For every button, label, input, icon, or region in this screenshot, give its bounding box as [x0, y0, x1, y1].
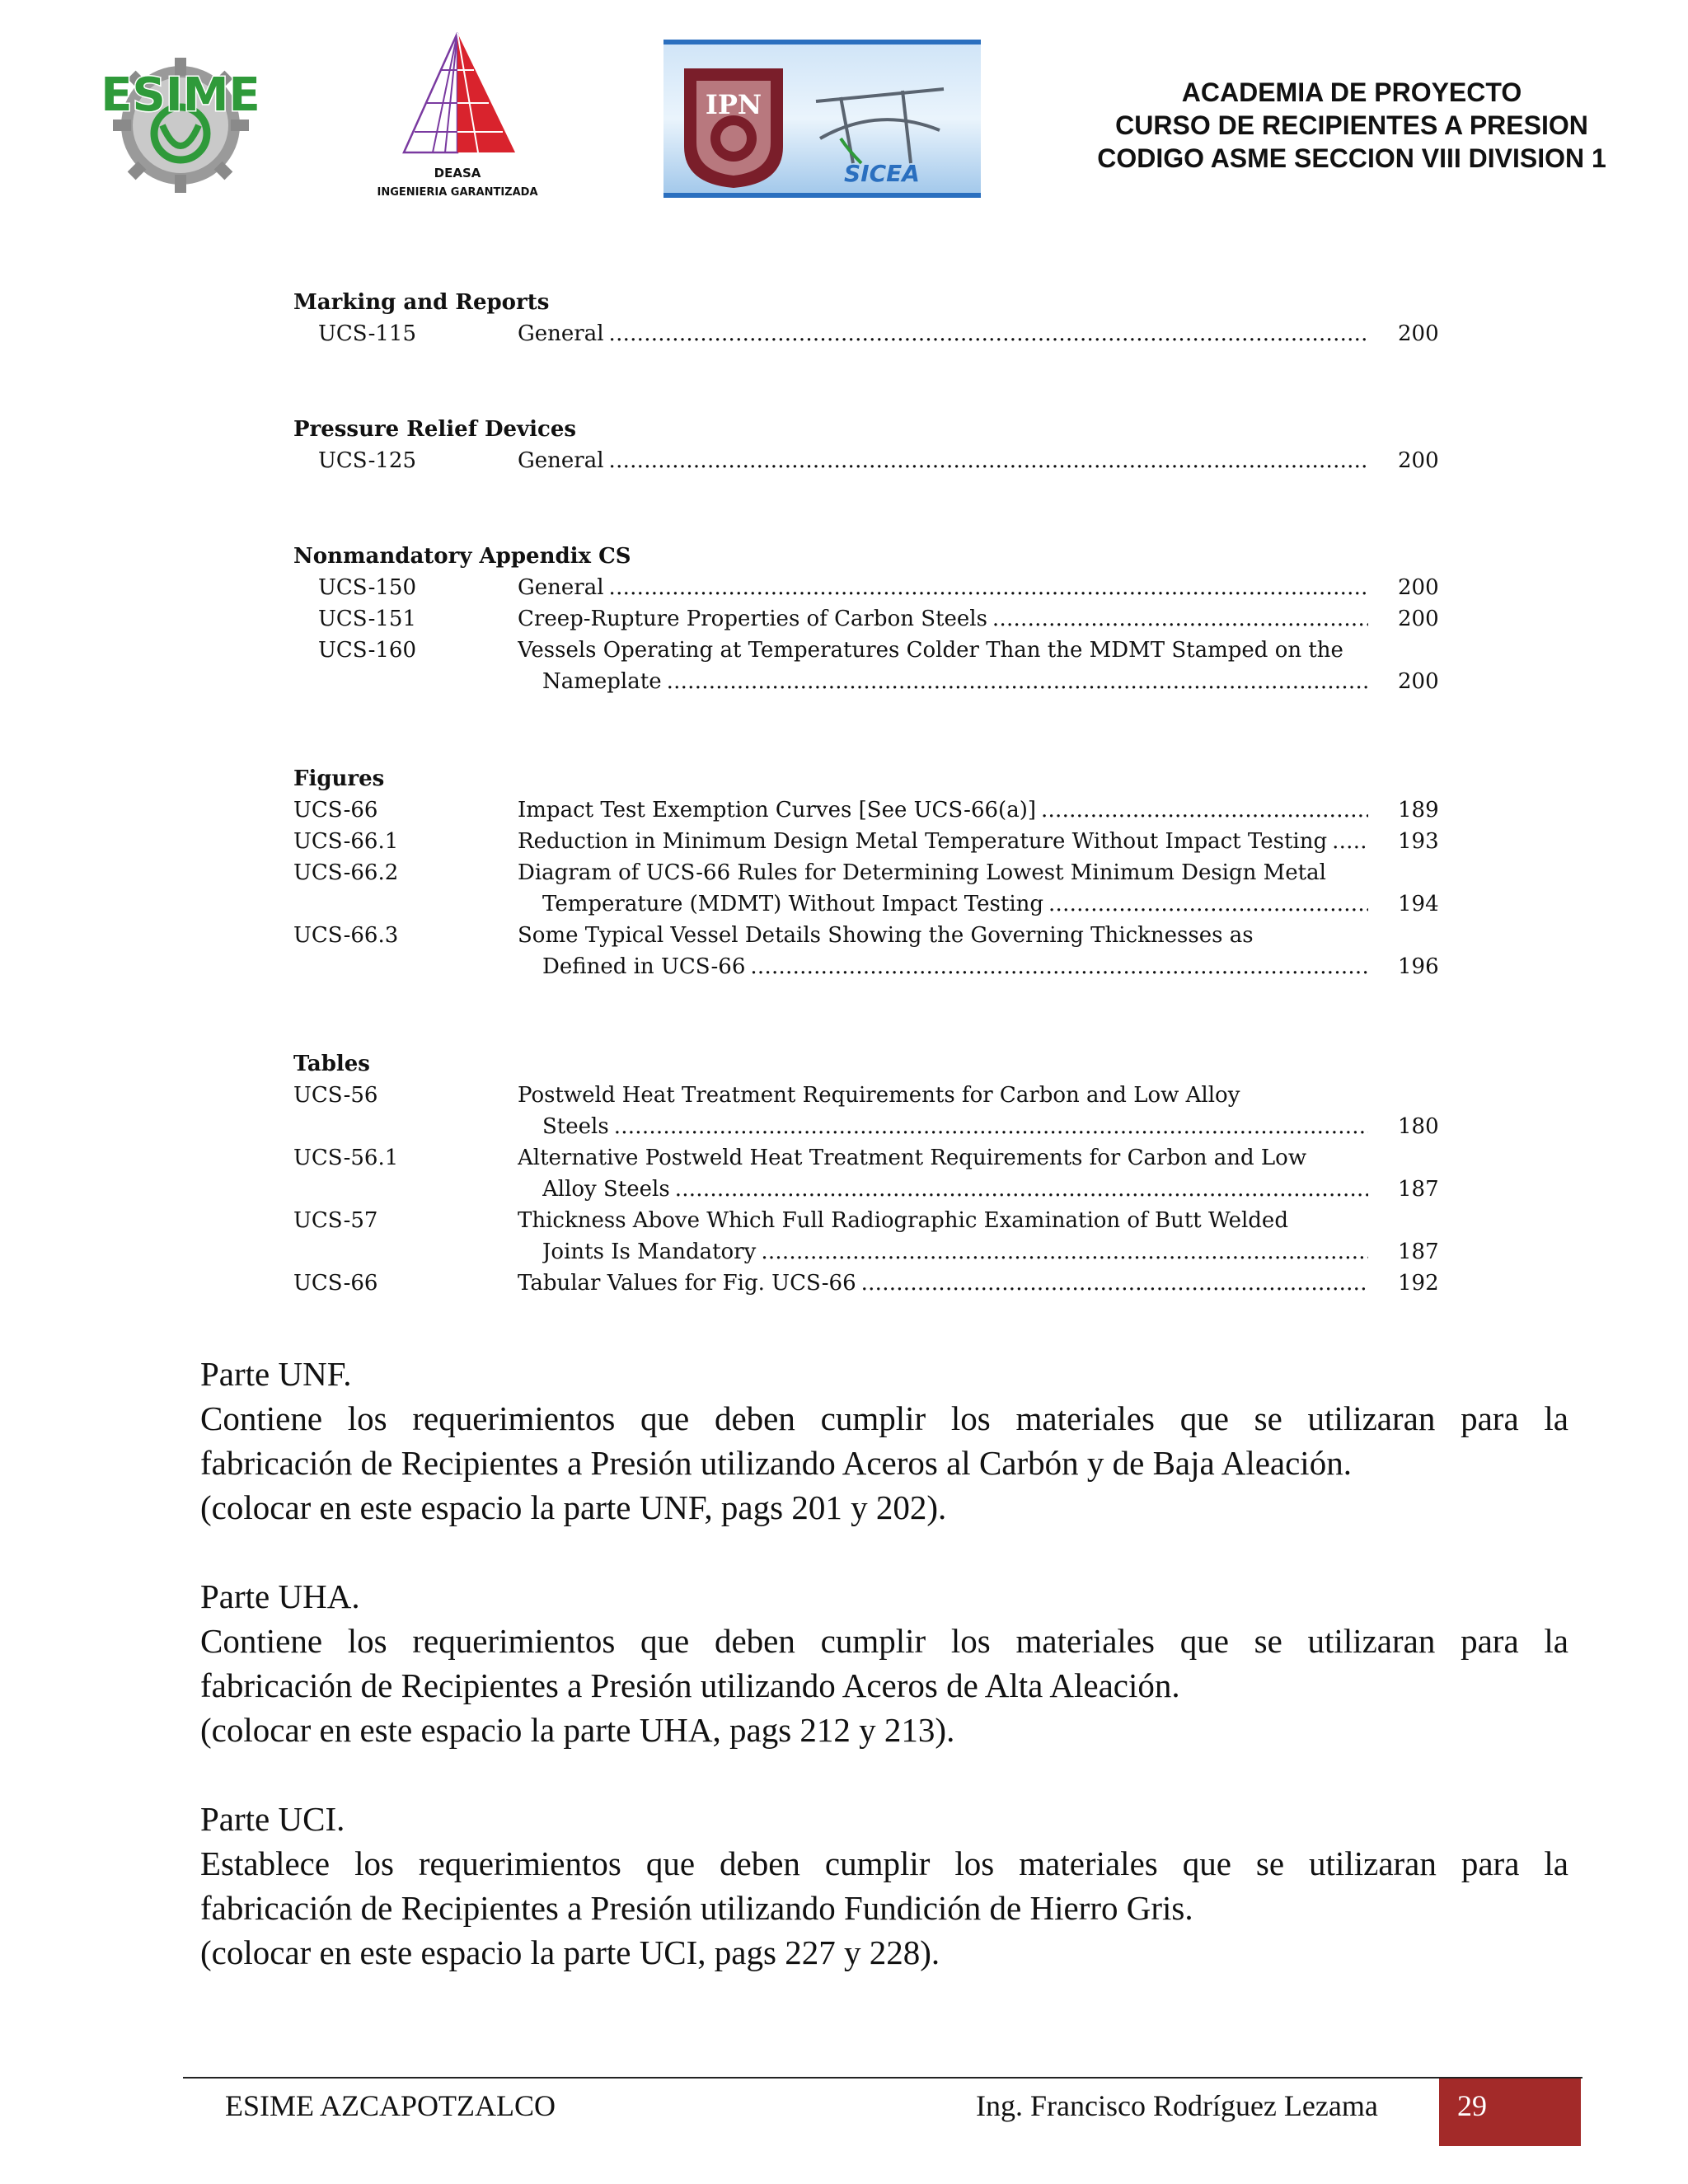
course-header-title: [1071, 76, 1632, 175]
paragraph-line: (colocar en este espacio la parte UHA, pags 212 y 213).: [200, 1711, 955, 1749]
ipn-sicea-logo: [663, 40, 981, 198]
header-title-line: CURSO DE RECIPIENTES A PRESION: [1115, 110, 1588, 140]
toc-entry-continuation: [293, 1174, 1447, 1205]
paragraph-line: Establece los requerimientos que deben cumplir los materiales que se utilizaran para la: [200, 1844, 1568, 1882]
toc-entry-text: Tabular Values for Fig. UCS-66: [518, 1271, 856, 1296]
paragraph-line: (colocar en este espacio la parte UNF, pags 201 y 202).: [200, 1488, 947, 1526]
header-title-line: CODIGO ASME SECCION VIII DIVISION 1: [1097, 143, 1606, 173]
toc-entry-text: Postweld Heat Treatment Requirements for Carbon and Low Alloy: [518, 1083, 1240, 1108]
toc-section-title: Nonmandatory Appendix CS: [293, 544, 631, 569]
paragraph-line: (colocar en este espacio la parte UCI, pags 227 y 228).: [200, 1933, 940, 1971]
toc-section-title: Figures: [293, 766, 385, 791]
toc-section-appendix: [293, 541, 1447, 697]
toc-entry: [293, 318, 1447, 349]
pyramid-icon: [404, 33, 515, 152]
toc-entry-continuation: [293, 951, 1447, 982]
toc-entry-text: Creep-Rupture Properties of Carbon Steels: [518, 607, 987, 631]
toc-entry-page: 200: [1398, 321, 1439, 346]
toc-entry: [293, 1080, 1447, 1111]
toc-section-title: Pressure Relief Devices: [293, 417, 577, 442]
toc-entry-text: Alternative Postweld Heat Treatment Requirements for Carbon and Low: [518, 1146, 1307, 1170]
toc-entry-code: UCS-66.3: [293, 923, 399, 948]
toc-entry-code: UCS-150: [318, 575, 416, 600]
toc-entry-text: General: [518, 448, 604, 473]
toc-entry-code: UCS-151: [318, 607, 416, 631]
section-heading: Parte UHA.: [200, 1577, 360, 1615]
toc-entry-code: UCS-160: [318, 638, 416, 663]
toc-section-tables: [293, 1048, 1447, 1299]
toc-entry-page: 200: [1398, 448, 1439, 473]
paragraph-uci: [200, 1797, 1568, 1975]
toc-entry-text: Some Typical Vessel Details Showing the Governing Thicknesses as: [518, 923, 1254, 948]
toc-entry-continuation: [293, 666, 1447, 697]
sicea-logo-text: SICEA: [844, 160, 920, 187]
toc-entry-text: General: [518, 575, 604, 600]
toc-section-marking: [293, 287, 1447, 349]
toc-entry-code: UCS-57: [293, 1208, 378, 1233]
section-heading: Parte UCI.: [200, 1800, 345, 1838]
toc-entry-page: 200: [1398, 575, 1439, 600]
toc-entry-code: UCS-66.2: [293, 860, 399, 885]
toc-entry-page: 200: [1398, 607, 1439, 631]
toc-entry-page: 196: [1398, 954, 1439, 979]
toc-entry-text: Reduction in Minimum Design Metal Temperature Without Impact Testing: [518, 829, 1328, 854]
ipn-shield-icon: [684, 68, 783, 188]
paragraph-unf: [200, 1352, 1568, 1530]
toc-entry-text: Alloy Steels: [542, 1177, 670, 1202]
toc-entry-continuation: [293, 1111, 1447, 1142]
toc-entry: [293, 826, 1447, 857]
toc-entry-code: UCS-125: [318, 448, 416, 473]
toc-entry-continuation: [293, 1236, 1447, 1268]
paragraph-line: Contiene los requerimientos que deben cumplir los materiales que se utilizaran para la: [200, 1399, 1568, 1437]
footer-divider: [183, 2077, 1582, 2079]
paragraph-line: fabricación de Recipientes a Presión utilizando Aceros al Carbón y de Baja Aleación.: [200, 1444, 1352, 1482]
footer-author: Ing. Francisco Rodríguez Lezama: [976, 2089, 1378, 2122]
body-text: [200, 1352, 1568, 1975]
toc-entry-continuation: [293, 888, 1447, 920]
paragraph-line: Contiene los requerimientos que deben cumplir los materiales que se utilizaran para la: [200, 1622, 1568, 1660]
toc-entry: [293, 857, 1447, 888]
toc-entry-code: UCS-56: [293, 1083, 378, 1108]
toc-entry: [293, 1142, 1447, 1174]
toc-entry-page: 192: [1398, 1271, 1439, 1296]
toc-entry-text: Nameplate: [542, 669, 662, 694]
page-header: [0, 0, 1688, 214]
deasa-logo: [354, 29, 560, 206]
toc-entry: [293, 920, 1447, 951]
page-number: 29: [1439, 2079, 1581, 2146]
footer-school: ESIME AZCAPOTZALCO: [225, 2089, 556, 2122]
toc-entry-page: 180: [1398, 1114, 1439, 1139]
toc-entry-page: 193: [1398, 829, 1439, 854]
toc-entry-text: Impact Test Exemption Curves [See UCS-66(a)]: [518, 798, 1036, 823]
paragraph-line: fabricación de Recipientes a Presión utilizando Fundición de Hierro Gris.: [200, 1889, 1193, 1927]
section-heading: Parte UNF.: [200, 1355, 352, 1393]
toc-entry-code: UCS-56.1: [293, 1146, 399, 1170]
toc-entry-text: Vessels Operating at Temperatures Colder Than the MDMT Stamped on the: [518, 638, 1343, 663]
toc-entry: [293, 445, 1447, 476]
deasa-logo-tagline: INGENIERIA GARANTIZADA: [377, 186, 538, 199]
toc-section-title: Tables: [293, 1052, 370, 1076]
toc-entry-page: 187: [1398, 1240, 1439, 1264]
toc-entry-code: UCS-66: [293, 1271, 378, 1296]
toc-entry-text: Temperature (MDMT) Without Impact Testing: [542, 892, 1044, 916]
toc-section-figures: [293, 763, 1447, 982]
toc-entry: [293, 635, 1447, 666]
paragraph-line: fabricación de Recipientes a Presión utilizando Aceros de Alta Aleación.: [200, 1666, 1180, 1704]
toc-entry-code: UCS-115: [318, 321, 416, 346]
toc-entry-page: 189: [1398, 798, 1439, 823]
toc-entry-text: Defined in UCS-66: [542, 954, 746, 979]
toc-entry-code: UCS-66: [293, 798, 378, 823]
toc-entry-text: Joints Is Mandatory: [542, 1240, 757, 1264]
toc-entry-page: 200: [1398, 669, 1439, 694]
toc-entry: [293, 1268, 1447, 1299]
esime-logo-text: ESIME: [101, 68, 260, 122]
toc-entry-text: General: [518, 321, 604, 346]
toc-entry: [293, 572, 1447, 603]
toc-section-relief: [293, 414, 1447, 476]
paragraph-uha: [200, 1574, 1568, 1752]
toc-entry-text: Thickness Above Which Full Radiographic Examination of Butt Welded: [518, 1208, 1288, 1233]
toc-entry-page: 187: [1398, 1177, 1439, 1202]
toc-entry: [293, 603, 1447, 635]
toc-section-title: Marking and Reports: [293, 290, 550, 315]
header-title-line: ACADEMIA DE PROYECTO: [1181, 77, 1522, 107]
toc-entry-text: Steels: [542, 1114, 609, 1139]
deasa-logo-name: DEASA: [434, 166, 481, 180]
toc-entry: [293, 1205, 1447, 1236]
toc-entry-code: UCS-66.1: [293, 829, 399, 854]
toc-entry-text: Diagram of UCS-66 Rules for Determining Lowest Minimum Design Metal: [518, 860, 1326, 885]
ipn-logo-text: IPN: [705, 89, 762, 120]
toc-entry: [293, 794, 1447, 826]
esime-logo: [92, 43, 270, 195]
toc-entry-page: 194: [1398, 892, 1439, 916]
